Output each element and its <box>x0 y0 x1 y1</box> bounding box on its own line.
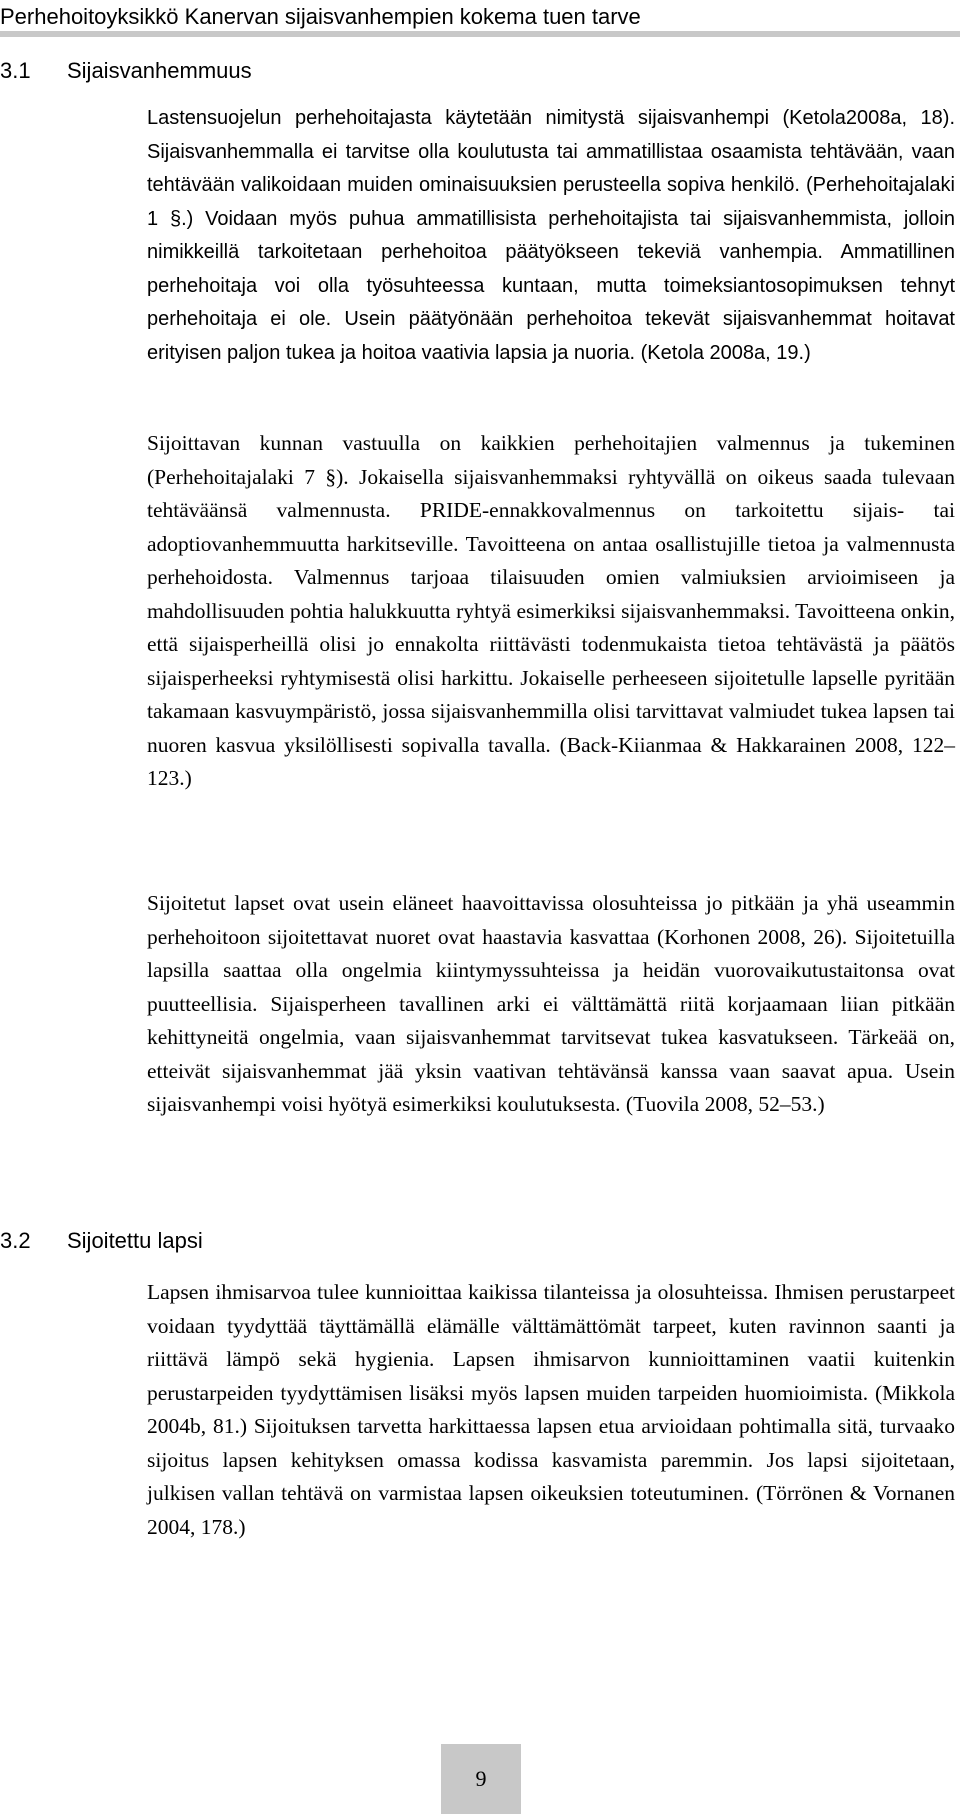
section-number: 3.2 <box>0 1228 31 1253</box>
page-number: 9 <box>441 1744 521 1814</box>
section-heading-3-1 <box>0 56 252 86</box>
section-title: Sijaisvanhemmuus <box>67 58 252 83</box>
section-title: Sijoitettu lapsi <box>67 1228 203 1253</box>
document-header-title: Perhehoitoyksikkö Kanervan sijaisvanhempien kokema tuen tarve <box>0 4 641 29</box>
paragraph-sijaisvanhemmuus-1: Lastensuojelun perhehoitajasta käytetään nimitystä sijaisvanhempi (Ketola2008a, 18). Sijaisvanhemmalla ei tarvitse olla koulutusta tai ammatillistaa osaamista tehtävään, vaan tehtävään valikoidaan muiden ominaisuuksien perusteella sopiva henkilö. (Perhehoitajalaki 1 §.) Voidaan myös puhua ammatillisista perhehoitajista tai sijaisvanhemmista, jolloin nimikkeillä tarkoitetaan perhehoitoa päätyökseen tekeviä vanhempia. Ammatillinen perhehoitaja voi olla työsuhteessa kuntaan, mutta toimeksiantosopimuksen tehnyt perhehoitaja ei ole. Usein päätyönään perhehoitoa tekevät sijaisvanhemmat hoitavat erityisen paljon tukea ja hoitoa vaativia lapsia ja nuoria. (Ketola 2008a, 19.) <box>147 107 955 364</box>
header-rule <box>0 31 960 37</box>
section-number: 3.1 <box>0 58 31 83</box>
paragraph-sijaisvanhemmuus-2: Sijoittavan kunnan vastuulla on kaikkien perhehoitajien valmennus ja tukeminen (Perhehoitajalaki 7 §). Jokaisella sijaisvanhemmaksi ryhtyvällä on oikeus saada tulevaan tehtäväänsä valmennusta. PRIDE-ennakkovalmennus on tarkoitettu sijais- tai adoptiovanhemmuutta harkitseville. Tavoitteena on antaa osallistujille tietoa ja valmennusta perhehoidosta. Valmennus tarjoaa tilaisuuden omien valmiuksien arvioimiseen ja mahdollisuuden pohtia halukkuutta ryhtyä esimerkiksi sijaisvanhemmaksi. Tavoitteena onkin, että sijaisperheillä olisi jo ennakolta riittävästi todenmukaista tietoa tehtävästä ja päätös sijaisperheeksi ryhtymisestä olisi harkittu. Jokaiselle perheeseen sijoitetulle lapselle pyritään takamaan kasvuympäristö, jossa sijaisvanhemmilla olisi tarvittavat valmiudet tukea lapsen tai nuoren kasvua yksilöllisesti sopivalla tavalla. (Back-Kiianmaa & Hakkarainen 2008, 122–123.) <box>147 431 955 790</box>
paragraph-sijoitettu-lapsi-1: Lapsen ihmisarvoa tulee kunnioittaa kaikissa tilanteissa ja olosuhteissa. Ihmisen perustarpeet voidaan tyydyttää täyttämällä elämälle välttämättömät tarpeet, kuten ravinnon saanti ja riittävä lämpö sekä hygienia. Lapsen ihmisarvon kunnioittaminen vaatii kuitenkin perustarpeiden tyydyttämisen lisäksi myös lapsen muiden tarpeiden huomioimista. (Mikkola 2004b, 81.) Sijoituksen tarvetta harkittaessa lapsen etua arvioidaan pohtimalla sitä, turvaako sijoitus lapsen kehityksen omassa kodissa kasvamista paremmin. Jos lapsi sijoitetaan, julkisen vallan tehtävä on varmistaa lapsen oikeuksien toteutuminen. (Törrönen & Vornanen 2004, 178.) <box>147 1280 955 1539</box>
section-heading-3-2 <box>0 1226 203 1256</box>
paragraph-sijaisvanhemmuus-3: Sijoitetut lapset ovat usein eläneet haavoittavissa olosuhteissa jo pitkään ja yhä useammin perhehoitoon sijoitettavat nuoret ovat haastavia kasvattaa (Korhonen 2008, 26). Sijoitetuilla lapsilla saattaa olla ongelmia kiintymyssuhteissa ja heidän vuorovaikutustaitonsa ovat puutteellisia. Sijaisperheen tavallinen arki ei välttämättä riitä korjaamaan liian pitkään kehittyneitä ongelmia, vaan sijaisvanhemmat tarvitsevat tukea kasvatukseen. Tärkeää on, etteivät sijaisvanhemmat jää yksin vaativan tehtävänsä kanssa vaan saavat apua. Usein sijaisvanhempi voisi hyötyä esimerkiksi koulutuksesta. (Tuovila 2008, 52–53.) <box>147 891 955 1116</box>
